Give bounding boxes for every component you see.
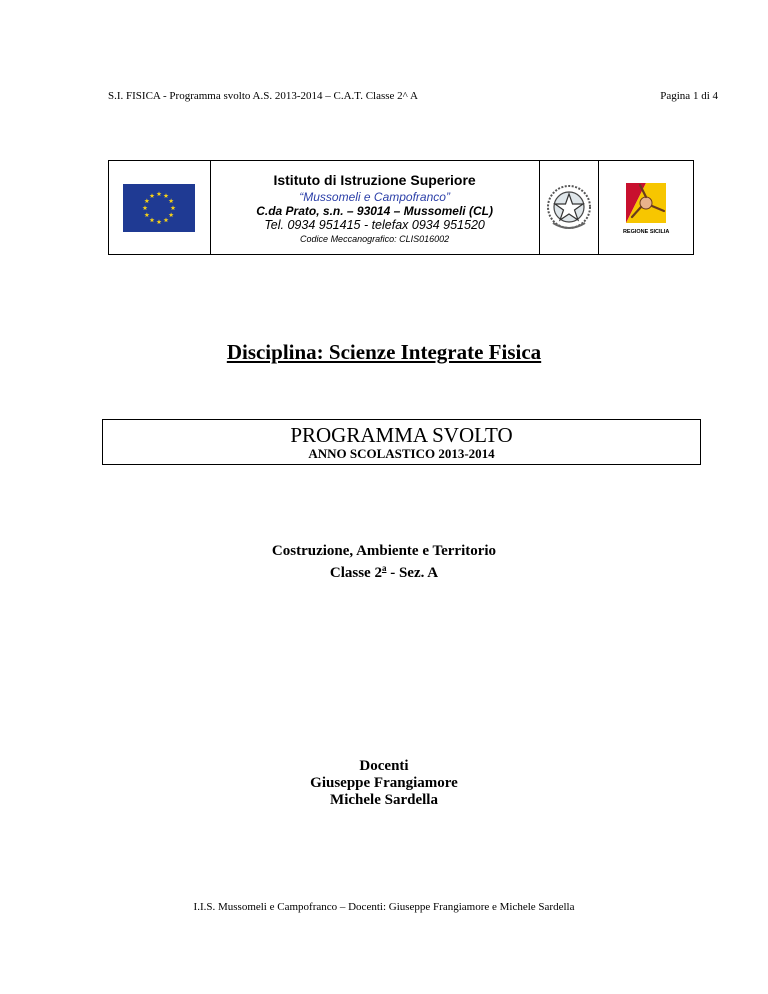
class-label: Classe 2 bbox=[329, 565, 382, 581]
program-box bbox=[102, 419, 701, 465]
teachers-block bbox=[0, 758, 768, 809]
institute-name: “Mussomeli e Campofranco” bbox=[299, 189, 450, 204]
class-superscript: a bbox=[381, 563, 387, 573]
class-section bbox=[0, 560, 768, 582]
discipline-title: Disciplina: Scienze Integrate Fisica bbox=[226, 340, 542, 364]
region-caption: REGIONE SICILIA bbox=[622, 228, 670, 235]
eu-flag-cell bbox=[109, 161, 211, 254]
region-logo-cell bbox=[599, 161, 693, 254]
section-label: - Sez. A bbox=[386, 565, 439, 581]
sicily-region-logo-icon bbox=[623, 181, 669, 225]
course-name: Costruzione, Ambiente e Territorio bbox=[271, 543, 497, 559]
teachers-heading: Docenti bbox=[359, 758, 409, 774]
page-footer: I.I.S. Mussomeli e Campofranco – Docenti: Giuseppe Frangiamore e Michele Sardella bbox=[193, 901, 575, 913]
italian-republic-emblem-icon bbox=[545, 183, 593, 233]
teacher-name: Giuseppe Frangiamore bbox=[310, 775, 458, 791]
institute-code: Codice Meccanografico: CLIS016002 bbox=[300, 233, 450, 244]
running-header: S.I. FISICA - Programma svolto A.S. 2013-2014 – C.A.T. Classe 2^ A bbox=[108, 90, 418, 102]
school-year: ANNO SCOLASTICO 2013-2014 bbox=[308, 446, 495, 461]
republic-emblem-cell bbox=[540, 161, 600, 254]
letterhead-table bbox=[108, 160, 694, 255]
teacher-name: Michele Sardella bbox=[330, 792, 438, 808]
institute-title: Istituto di Istruzione Superiore bbox=[273, 171, 476, 188]
institute-info bbox=[211, 161, 540, 254]
institute-phone: Tel. 0934 951415 - telefax 0934 951520 bbox=[264, 217, 485, 232]
institute-address: C.da Prato, s.n. – 93014 – Mussomeli (CL) bbox=[256, 203, 493, 218]
course-info bbox=[0, 543, 768, 582]
program-title: PROGRAMMA SVOLTO bbox=[290, 423, 513, 447]
eu-flag-icon bbox=[123, 184, 195, 232]
page-number: Pagina 1 di 4 bbox=[660, 90, 718, 102]
